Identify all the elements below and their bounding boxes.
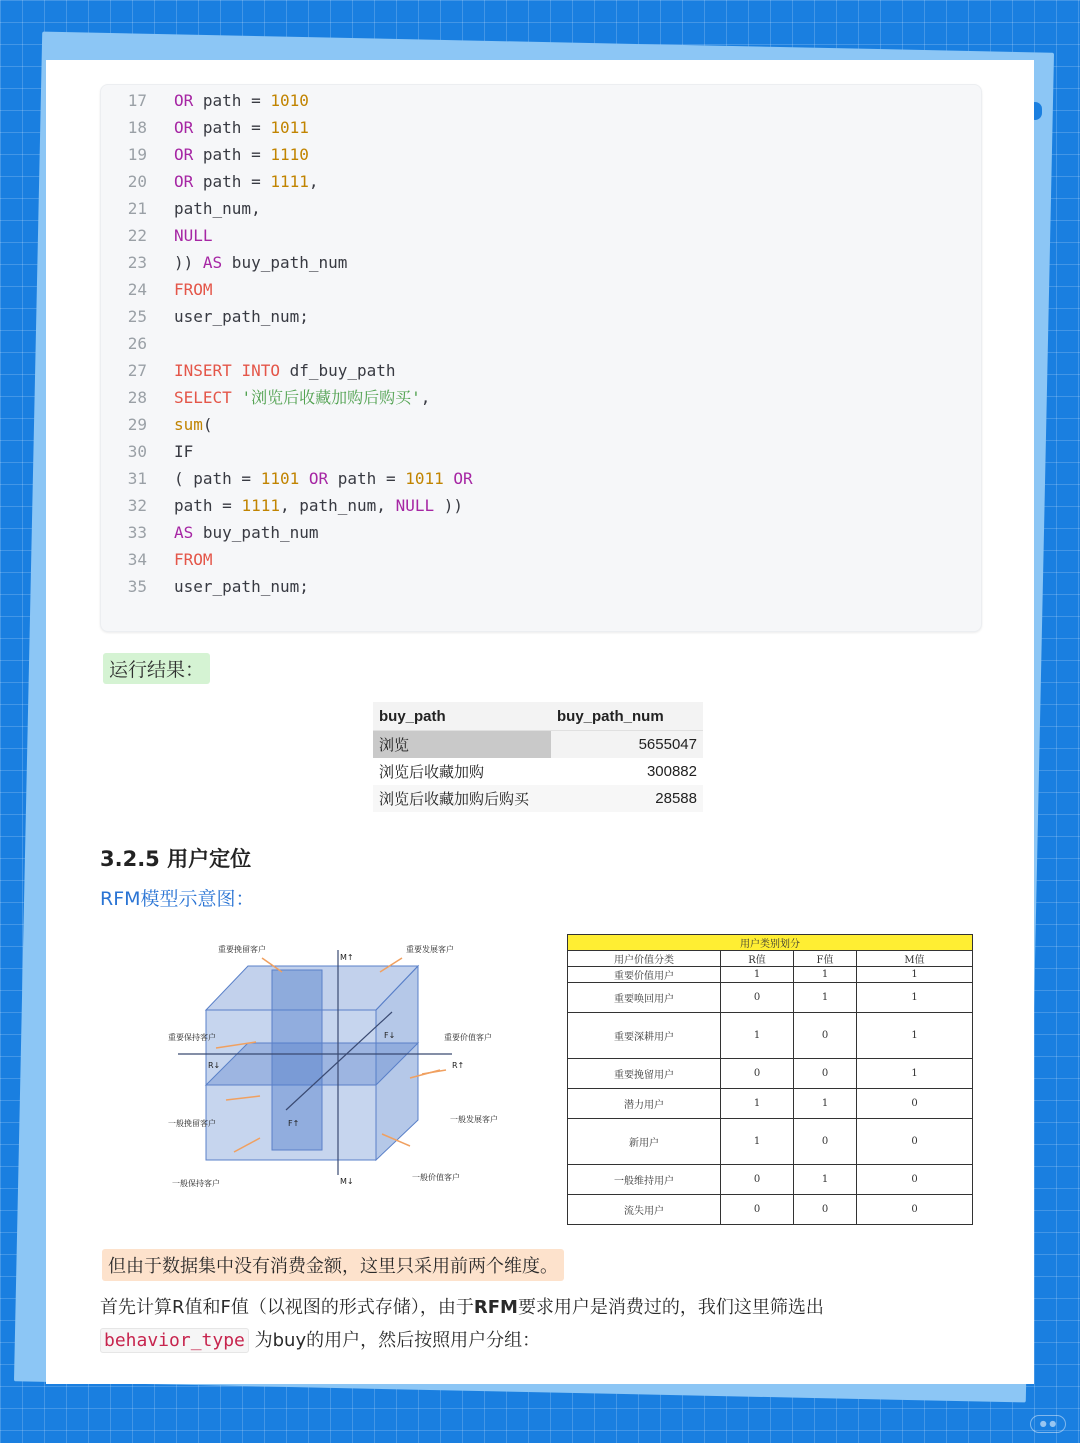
code-token: ( xyxy=(202,415,213,434)
line-number: 25 xyxy=(127,307,147,326)
table-cell: 1 xyxy=(857,1059,973,1089)
cube-label: 一般保持客户 xyxy=(172,1179,220,1188)
code-line xyxy=(101,303,309,330)
code-line xyxy=(101,330,174,357)
cube-label: 一般价值客户 xyxy=(412,1173,460,1182)
table-cell: 1 xyxy=(721,967,794,983)
code-line xyxy=(101,384,430,411)
line-number: 35 xyxy=(127,577,147,596)
table-row xyxy=(568,1195,973,1225)
column-header: M值 xyxy=(857,951,973,967)
axis-label: M↓ xyxy=(340,1177,354,1186)
code-line xyxy=(101,492,463,519)
code-token: 1111 xyxy=(270,172,309,191)
code-token: 1101 xyxy=(260,469,300,488)
column-header: 用户价值分类 xyxy=(568,951,721,967)
code-token: path = xyxy=(328,469,406,488)
table-cell: 流失用户 xyxy=(568,1195,721,1225)
line-number: 23 xyxy=(127,253,147,272)
line-number: 26 xyxy=(127,334,147,353)
table-cell: 1 xyxy=(721,1013,794,1059)
code-token: , xyxy=(420,388,431,407)
column-header: R值 xyxy=(721,951,794,967)
line-number: 20 xyxy=(127,172,147,191)
column-header: F值 xyxy=(794,951,857,967)
code-token: path = xyxy=(193,145,271,164)
line-number: 19 xyxy=(127,145,147,164)
result-table-header xyxy=(373,702,703,731)
code-line xyxy=(101,222,213,249)
code-line xyxy=(101,465,473,492)
code-token: OR xyxy=(308,469,329,488)
table-cell: 1 xyxy=(794,1089,857,1119)
code-token: sum xyxy=(174,415,203,434)
axis-label: R↑ xyxy=(452,1061,465,1070)
cube-label: 一般挽留客户 xyxy=(168,1119,216,1128)
rfm-table-title: 用户类别划分 xyxy=(568,935,973,951)
table-cell: 0 xyxy=(794,1013,857,1059)
code-token: IF xyxy=(174,442,194,461)
table-row xyxy=(568,1089,973,1119)
axis-label: M↑ xyxy=(340,953,354,962)
table-cell: 1 xyxy=(857,1013,973,1059)
table-cell: 0 xyxy=(794,1059,857,1089)
table-cell: 1 xyxy=(794,1165,857,1195)
code-token: buy_path_num xyxy=(222,253,348,272)
cube-svg xyxy=(110,930,530,1190)
code-token: NULL xyxy=(395,496,435,515)
code-token xyxy=(444,469,454,488)
code-token: path_num, xyxy=(174,199,261,218)
table-cell: 0 xyxy=(721,1165,794,1195)
code-token xyxy=(299,469,309,488)
body-paragraph xyxy=(100,1291,980,1357)
code-token: OR xyxy=(174,145,194,164)
table-cell: 0 xyxy=(721,1059,794,1089)
code-line xyxy=(101,573,309,600)
code-line xyxy=(101,114,309,141)
cube-label: 重要价值客户 xyxy=(444,1033,492,1042)
code-token: SELECT xyxy=(174,388,232,407)
table-cell: 0 xyxy=(857,1119,973,1165)
code-token: 1110 xyxy=(270,145,309,164)
table-cell: 300882 xyxy=(646,763,697,780)
table-row xyxy=(568,1165,973,1195)
table-row xyxy=(568,1059,973,1089)
table-cell: 重要价值用户 xyxy=(568,967,721,983)
axis-label: F↓ xyxy=(384,1031,396,1040)
line-number: 24 xyxy=(127,280,147,299)
line-number: 34 xyxy=(127,550,147,569)
table-row xyxy=(373,758,703,785)
table-cell: 1 xyxy=(794,983,857,1013)
code-token: INSERT xyxy=(174,361,232,380)
code-token: INTO xyxy=(241,361,280,380)
line-number: 22 xyxy=(127,226,147,245)
column-header: buy_path_num xyxy=(551,702,703,731)
cube-label: 重要挽留客户 xyxy=(218,945,266,954)
line-number: 30 xyxy=(127,442,147,461)
table-row xyxy=(568,1119,973,1165)
line-number: 17 xyxy=(127,91,147,110)
table-cell: 1 xyxy=(857,983,973,1013)
table-row xyxy=(568,967,973,983)
paragraph-text: 首先计算R值和F值（以视图的形式存储），由于 xyxy=(100,1297,474,1318)
code-token: , xyxy=(308,172,319,191)
code-token: OR xyxy=(174,91,194,110)
paragraph-text: 要求用户是消费过的，我们这里筛选出 xyxy=(517,1297,824,1318)
line-number: 27 xyxy=(127,361,147,380)
code-token: buy_path_num xyxy=(193,523,319,542)
table-cell: 28588 xyxy=(551,785,703,812)
code-token: path = xyxy=(193,118,271,137)
line-number: 33 xyxy=(127,523,147,542)
table-cell: 0 xyxy=(794,1119,857,1165)
line-number: 31 xyxy=(127,469,147,488)
code-token: path = xyxy=(174,496,242,515)
code-token: AS xyxy=(174,523,194,542)
rfm-diagram-label: RFM模型示意图： xyxy=(100,888,255,910)
code-line xyxy=(101,87,309,114)
table-cell: 重要唤回用户 xyxy=(568,983,721,1013)
code-token: , path_num, xyxy=(279,496,396,515)
table-cell: 5655047 xyxy=(551,731,703,759)
code-token: df_buy_path xyxy=(279,361,396,380)
code-line xyxy=(101,546,213,573)
table-cell: 0 xyxy=(857,1165,973,1195)
code-token: AS xyxy=(202,253,223,272)
result-table xyxy=(373,702,703,812)
table-cell: 1 xyxy=(721,1119,794,1165)
table-cell: 一般维持用户 xyxy=(568,1165,721,1195)
table-cell: 0 xyxy=(721,1195,794,1225)
line-number: 21 xyxy=(127,199,147,218)
code-token: ( path = xyxy=(174,469,261,488)
inline-code: behavior_type xyxy=(100,1328,249,1353)
code-token: NULL xyxy=(174,226,213,245)
line-number: 28 xyxy=(127,388,147,407)
section-title: 3.2.5 用户定位 xyxy=(100,847,252,871)
table-cell: 0 xyxy=(794,1195,857,1225)
table-cell: 1 xyxy=(794,967,857,983)
cube-label: 一般发展客户 xyxy=(450,1115,498,1124)
highlighted-note: 但由于数据集中没有消费金额，这里只采用前两个维度。 xyxy=(102,1249,564,1281)
watermark-logo: ● ● xyxy=(1030,1415,1066,1433)
table-cell: 重要深耕用户 xyxy=(568,1013,721,1059)
code-token: path = xyxy=(193,172,271,191)
code-token: OR xyxy=(174,172,194,191)
code-line xyxy=(101,141,309,168)
code-line xyxy=(101,249,347,276)
code-token: 1111 xyxy=(241,496,280,515)
code-line xyxy=(101,519,319,546)
run-result-label: 运行结果： xyxy=(103,653,210,684)
code-token: FROM xyxy=(174,280,213,299)
table-cell: 浏览后收藏加购 xyxy=(379,764,485,781)
code-token: user_path_num; xyxy=(174,577,309,596)
code-token: )) xyxy=(174,253,203,272)
paragraph-bold: RFM xyxy=(473,1297,518,1318)
code-token: OR xyxy=(453,469,473,488)
code-token: path = xyxy=(193,91,271,110)
table-cell: 0 xyxy=(721,983,794,1013)
code-line xyxy=(101,357,396,384)
document-page xyxy=(46,60,1034,1384)
code-block xyxy=(100,84,982,632)
code-token xyxy=(232,388,242,407)
rfm-cube-diagram xyxy=(110,930,530,1190)
cube-label: 重要保持客户 xyxy=(168,1033,216,1042)
table-cell: 潜力用户 xyxy=(568,1089,721,1119)
axis-label: R↓ xyxy=(208,1061,221,1070)
code-line xyxy=(101,276,213,303)
table-cell: 浏览 xyxy=(373,731,551,759)
table-cell: 1 xyxy=(721,1089,794,1119)
code-line xyxy=(101,411,213,438)
line-number: 32 xyxy=(127,496,147,515)
code-token: user_path_num; xyxy=(174,307,309,326)
line-number: 29 xyxy=(127,415,147,434)
table-row xyxy=(373,731,703,759)
code-token: OR xyxy=(174,118,194,137)
rfm-classification-table xyxy=(567,934,973,1225)
cube-label: 重要发展客户 xyxy=(406,945,454,954)
table-cell: 1 xyxy=(857,967,973,983)
axis-label: F↑ xyxy=(288,1119,300,1128)
table-row xyxy=(373,785,703,812)
code-token: FROM xyxy=(174,550,213,569)
code-token: 1010 xyxy=(270,91,309,110)
table-row xyxy=(568,983,973,1013)
table-cell: 0 xyxy=(857,1195,973,1225)
code-token: 1011 xyxy=(270,118,309,137)
code-token: '浏览后收藏加购后购买' xyxy=(241,388,421,407)
code-token: 1011 xyxy=(405,469,444,488)
code-line xyxy=(101,195,261,222)
column-header: buy_path xyxy=(373,702,551,731)
table-cell: 重要挽留用户 xyxy=(568,1059,721,1089)
paragraph-text: 为buy的用户，然后按照用户分组： xyxy=(248,1330,541,1351)
code-token: )) xyxy=(434,496,463,515)
table-row xyxy=(568,1013,973,1059)
code-token xyxy=(232,361,242,380)
code-line xyxy=(101,168,319,195)
table-cell: 新用户 xyxy=(568,1119,721,1165)
table-cell: 浏览后收藏加购后购买 xyxy=(373,785,551,812)
table-cell: 0 xyxy=(857,1089,973,1119)
line-number: 18 xyxy=(127,118,147,137)
code-line xyxy=(101,438,193,465)
